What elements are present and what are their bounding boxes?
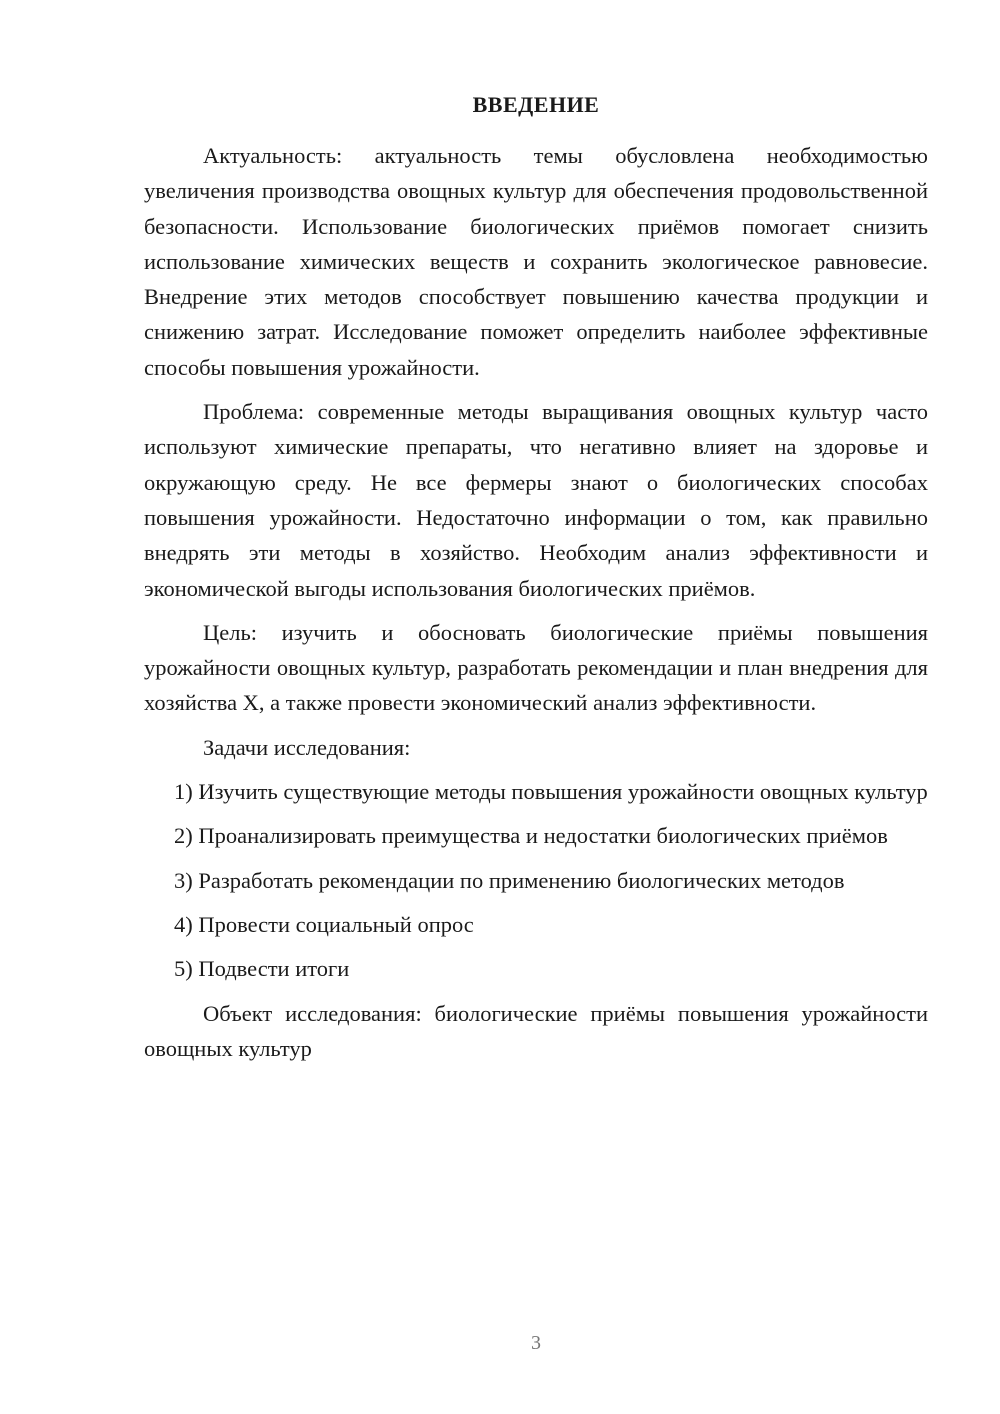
page-number: 3 <box>531 1332 541 1354</box>
relevance-paragraph: Актуальность: актуальность темы обусловлена необходимостью увеличения производства овощных культур для обеспечения продовольственной безопасности. Использование биологических приёмов помогает снизить использование химических веществ и сохранить экологическое равновесие. Внедрение этих методов способствует повышению качества продукции и снижению затрат. Исследование поможет определить наиболее эффективные способы повышения урожайности. <box>144 143 928 380</box>
tasks-heading: Задачи исследования: <box>203 734 411 760</box>
task-item-4: 4) Провести социальный опрос <box>174 911 474 937</box>
document-page <box>144 92 928 1075</box>
goal-paragraph: Цель: изучить и обосновать биологические приёмы повышения урожайности овощных культур, разработать рекомендации и план внедрения для хозяйства Х, а также провести экономический анализ эффективности. <box>144 619 928 716</box>
problem-paragraph: Проблема: современные методы выращивания овощных культур часто используют химические препараты, что негативно влияет на здоровье и окружающую среду. Не все фермеры знают о биологических способах повышения урожайности. Недостаточно информации о том, как правильно внедрять эти методы в хозяйство. Необходим анализ эффективности и экономической выгоды использования биологических приёмов. <box>144 399 928 601</box>
object-paragraph: Объект исследования: биологические приёмы повышения урожайности овощных культур <box>144 1000 928 1061</box>
task-item-2: 2) Проанализировать преимущества и недостатки биологических приёмов <box>174 823 888 849</box>
task-item-5: 5) Подвести итоги <box>174 956 350 982</box>
task-item-1: 1) Изучить существующие методы повышения урожайности овощных культур <box>174 779 928 805</box>
section-heading: ВВЕДЕНИЕ <box>472 92 600 117</box>
task-item-3: 3) Разработать рекомендации по применению биологических методов <box>174 867 845 893</box>
